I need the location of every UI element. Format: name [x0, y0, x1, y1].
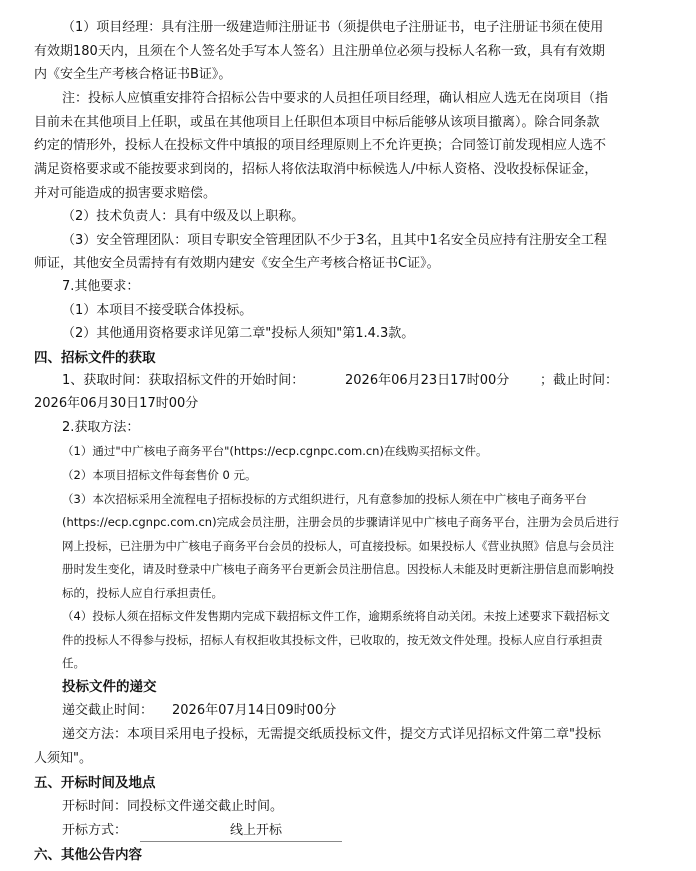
- text-line: 递交方法：本项目采用电子投标，无需提交纸质投标文件，提交方式详见招标文件第二章"投标: [62, 727, 601, 742]
- text-line: （1）本项目不接受联合体投标。: [62, 303, 253, 318]
- text-line: 约定的情形外，投标人在投标文件中填报的项目经理原则上不允许更换；合同签订前发现相应人选不: [34, 138, 607, 153]
- text-line: 目前未在其他项目上任职，或虽在其他项目上任职但本项目中标后能够从该项目撤离）。除合同条款: [34, 115, 600, 130]
- section-heading: 四、招标文件的获取: [34, 350, 156, 366]
- text-line: 7.其他要求：: [62, 279, 140, 294]
- text-line: 开标方式：: [62, 823, 128, 838]
- text-line: 网上投标，已注册为中广核电子商务平台会员的投标人，可直接投标。如果投标人《营业执照》信息与会员注: [62, 539, 614, 553]
- text-line: 册时发生变化，请及时登录中广核电子商务平台更新会员注册信息。因投标人未能及时更新注册信息而影响投: [62, 562, 614, 576]
- text-line: 1、获取时间：获取招标文件的开始时间：: [62, 373, 305, 388]
- text-line: 开标时间：同投标文件递交截止时间。: [62, 799, 284, 814]
- text-line: （3）安全管理团队：项目专职安全管理团队不少于3名，且其中1名安全员应持有注册安全工程: [62, 233, 607, 248]
- text-line: 满足资格要求或不能按要求到岗的，招标人将依法取消中标候选人/中标人资格、没收投标保证金，: [34, 162, 598, 177]
- text-line: 内《安全生产考核合格证书B证》。: [34, 67, 232, 82]
- date-value: 2026年06月30日17时00分: [34, 396, 199, 411]
- text-line: （3）本次招标采用全流程电子招标投标的方式组织进行，凡有意参加的投标人须在中广核电子商务平台: [62, 492, 587, 506]
- date-value: 2026年07月14日09时00分: [172, 703, 337, 718]
- text-line: 件的投标人不得参与投标，招标人有权拒收其投标文件，已收取的，按无效文件处理。投标人应自行承担责: [62, 633, 603, 647]
- text-line: （2）技术负责人：具有中级及以上职称。: [62, 209, 305, 224]
- date-value: 2026年06月23日17时00分: [345, 373, 510, 388]
- section-heading: 投标文件的递交: [62, 679, 157, 695]
- text-line: 有效期180天内，且须在个人签名处手写本人签名）且注册单位必须与投标人名称一致，具有有效期: [34, 44, 605, 59]
- text-line: 并对可能造成的损害要求赔偿。: [34, 186, 217, 201]
- section-heading: 五、开标时间及地点: [34, 775, 156, 791]
- text-line: 注：投标人应慎重安排符合招标公告中要求的人员担任项目经理，确认相应人选无在岗项目（指: [62, 91, 609, 106]
- text-line: （1）项目经理：具有注册一级建造师注册证书（须提供电子注册证书，电子注册证书须在使用: [62, 20, 604, 35]
- text-line: 任。: [62, 656, 85, 670]
- text-line: （2）本项目招标文件每套售价 0 元。: [62, 468, 257, 482]
- open-method-underlined: 线上开标: [140, 821, 342, 842]
- text-line: 2.获取方法：: [62, 420, 140, 435]
- text-line: ；截止时间：: [540, 373, 619, 388]
- text-line: 师证，其他安全员需持有有效期内建安《安全生产考核合格证书C证》。: [34, 256, 440, 271]
- text-line: 递交截止时间：: [62, 703, 154, 718]
- text-line: （4）投标人须在招标文件发售期内完成下载招标文件工作，逾期系统将自动关闭。未按上述要求下载招标文: [62, 609, 610, 623]
- text-line: （2）其他通用资格要求详见第二章"投标人须知"第1.4.3款。: [62, 326, 415, 341]
- text-line: 标的，投标人应自行承担责任。: [62, 586, 223, 600]
- text-line: 人须知"。: [34, 751, 92, 766]
- open-method-value: [140, 821, 342, 842]
- section-heading: 六、其他公告内容: [34, 847, 142, 863]
- text-line: （1）通过"中广核电子商务平台"(https://ecp.cgnpc.com.cn)在线购买招标文件。: [62, 444, 488, 458]
- text-line: (https://ecp.cgnpc.com.cn)完成会员注册，注册会员的步骤请详见中广核电子商务平台，注册为会员后进行: [62, 515, 620, 529]
